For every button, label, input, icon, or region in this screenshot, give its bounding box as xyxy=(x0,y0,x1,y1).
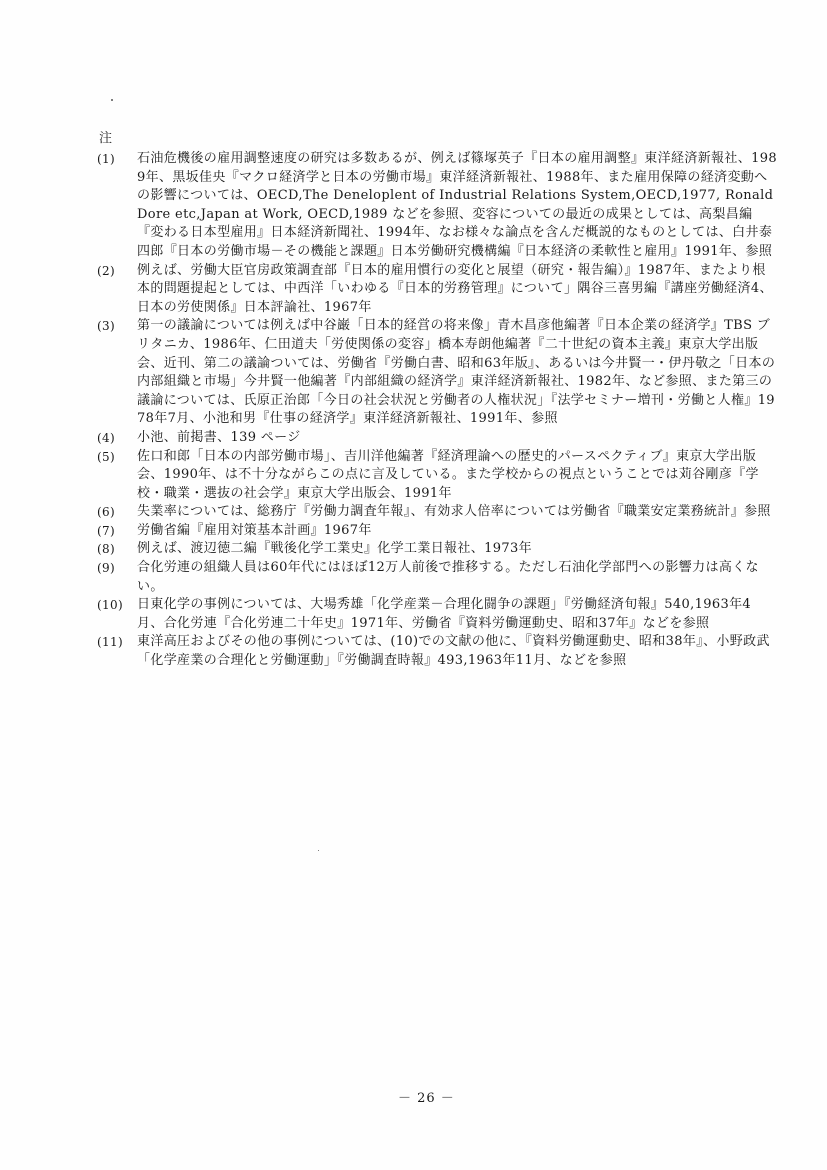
note-number: (9) xyxy=(97,561,116,576)
scan-speck xyxy=(111,99,113,101)
note-item-5 xyxy=(97,448,777,504)
note-item-2 xyxy=(97,262,777,318)
note-number: (6) xyxy=(97,505,116,520)
note-number: (1) xyxy=(97,152,116,166)
note-number: (5) xyxy=(97,449,116,464)
note-number: (4) xyxy=(97,430,116,445)
note-text: 例えば、渡辺徳二編『戦後化学工業史』化学工業日報社、1973年 xyxy=(137,541,532,557)
note-item-3 xyxy=(97,317,777,429)
note-item-11 xyxy=(97,633,777,670)
note-text: 日東化学の事例については、大場秀雄「化学産業－合理化闘争の課題」『労働経済旬報』540,1963年4月、合化労連『合化労連二十年史』1971年、労働省『資料労働運動史、昭和37年』などを参照 xyxy=(137,597,752,631)
note-text: 佐口和郎「日本の内部労働市場」、吉川洋他編著『経済理論への歴史的パースペクティブ』東京大学出版会、1990年、は不十分ながらこの点に言及している。また学校からの視点ということでは苅谷剛彦『学校・職業・選抜の社会学』東京大学出版会、1991年 xyxy=(137,448,759,501)
notes-list xyxy=(97,150,777,671)
note-text: 失業率については、総務庁『労働力調査年報』、有効求人倍率については労働省『職業安定業務統計』参照 xyxy=(137,504,771,520)
note-item-6 xyxy=(97,503,777,522)
note-item-10 xyxy=(97,596,777,633)
note-text: 例えば、労働大臣官房政策調査部『日本的雇用慣行の変化と展望（研究・報告編）』1987年、またより根本的問題提起としては、中西洋「いわゆる『日本的労務管理』について」隅谷三喜男編『講座労働経済4、日本の労使関係』日本評論社、1967年 xyxy=(137,262,773,315)
note-number: (10) xyxy=(97,598,124,613)
note-number: (11) xyxy=(97,635,124,650)
scan-speck xyxy=(318,850,319,851)
note-item-1 xyxy=(97,150,777,262)
note-text: 合化労連の組織人員は60年代にはほぼ12万人前後で推移する。ただし石油化学部門への影響力は高くない。 xyxy=(137,560,759,594)
notes-heading: 注 xyxy=(99,131,114,146)
note-number: (8) xyxy=(97,542,116,557)
note-number: (2) xyxy=(97,263,116,278)
note-item-8 xyxy=(97,540,777,559)
note-item-7 xyxy=(97,522,777,541)
note-item-9 xyxy=(97,559,777,596)
note-text: 労働省編『雇用対策基本計画』1967年 xyxy=(137,522,372,538)
note-text: 石油危機後の雇用調整速度の研究は多数あるが、例えば篠塚英子『日本の雇用調整』東洋経済新報社、1989年、黒坂佳央『マクロ経済学と日本の労働市場』東洋経済新報社、1988年、また雇用保障の経済変動への影響については、OECD,The Deneloplent of Industrial Relations System,OECD,1977, Ronald Dore etc,Japan at Work, OECD,1989 などを参照、変容についての最近の成果としては、高梨昌編『変わる日本型雇用』日本経済新聞社、1994年、なお様々な論点を含んだ概説的なものとしては、白井泰四郎『日本の労働市場－その機能と課題』日本労働研究機構編『日本経済の柔軟性と雇用』1991年、参照 xyxy=(137,151,777,259)
note-text: 東洋高圧およびその他の事例については、(10)での文献の他に、『資料労働運動史、昭和38年』、小野政武「化学産業の合理化と労働運動」『労働調査時報』493,1963年11月、などを参照 xyxy=(137,634,770,669)
note-item-4 xyxy=(97,429,777,448)
note-number: (7) xyxy=(97,523,116,538)
note-number: (3) xyxy=(97,319,116,334)
note-text: 第一の議論については例えば中谷巌「日本的経営の将来像」青木昌彦他編著『日本企業の経済学』TBS ブリタニカ、1986年、仁田道夫「労使関係の変容」橋本寿朗他編著『二十世紀の資本主義』東京大学出版会、近刊、第二の議論ついては、労働省『労働白書、昭和63年版』、あるいは今井賢一・伊丹敬之「日本の内部組織と市場」今井賢一他編著『内部組織の経済学』東洋経済新報社、1982年、など参照、また第三の議論については、氏原正治郎「今日の社会状況と労働者の人権状況」『法学セミナー増刊・労働と人権』1978年7月、小池和男『仕事の経済学』東洋経済新報社、1991年、参照 xyxy=(137,318,776,427)
note-text: 小池、前掲書、139 ページ xyxy=(137,429,301,445)
page-number: － 26 － xyxy=(398,1091,455,1106)
